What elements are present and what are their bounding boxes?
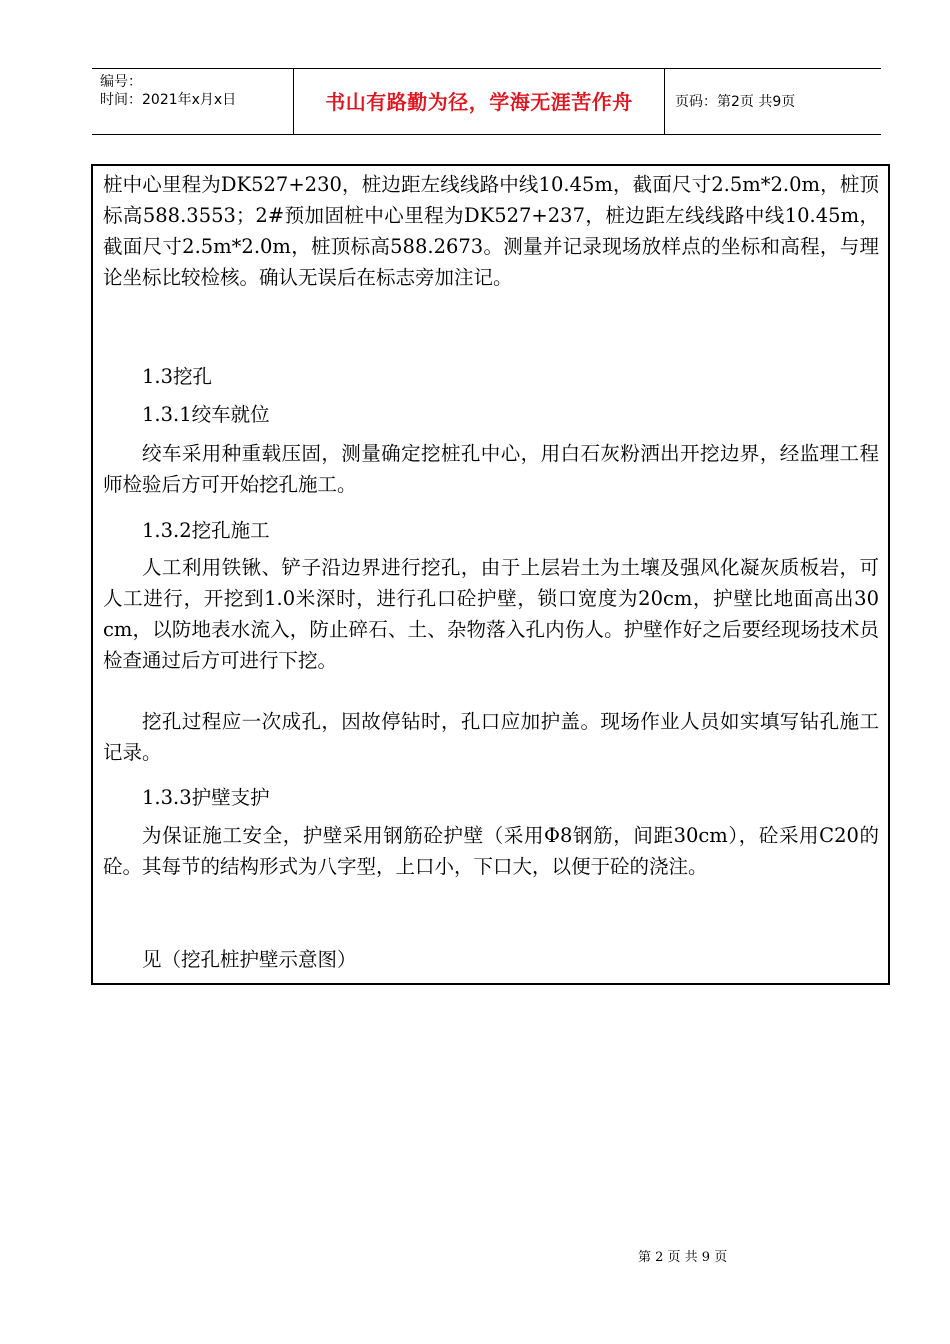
page-header xyxy=(92,68,881,135)
page-footer: 第 2 页 共 9 页 xyxy=(638,1250,728,1265)
heading-1-3-1: 1.3.1绞车就位 xyxy=(142,403,270,426)
heading-1-3-2: 1.3.2挖孔施工 xyxy=(142,519,270,542)
body-paragraph-1-3-3: 为保证施工安全，护壁采用钢筋砼护壁（采用Φ8钢筋，间距30cm），砼采用C20的砼。其每节的结构形式为八字型，上口小，下口大，以便于砼的浇注。 xyxy=(103,824,879,878)
see-figure-note: 见（挖孔桩护壁示意图） xyxy=(142,948,357,971)
heading-1-3-3: 1.3.3护壁支护 xyxy=(142,786,270,809)
body-paragraph-1-3-2a: 人工利用铁锹、铲子沿边界进行挖孔，由于上层岩土为土壤及强风化凝灰质板岩，可人工进行，开挖到1.0米深时，进行孔口砼护壁，锁口宽度为20cm，护壁比地面高出30 cm，以防地表水流入，防止碎石、土、杂物落入孔内伤人。护壁作好之后要经现场技术员检查通过后方可进行下挖。 xyxy=(103,556,879,672)
header-page-number: 页码：第2页 共9页 xyxy=(675,94,796,110)
header-time: 时间：2021年x月x日 xyxy=(100,92,237,108)
header-meta xyxy=(92,69,294,134)
header-slogan: 书山有路勤为径，学海无涯苦作舟 xyxy=(294,69,665,134)
body-paragraph-1-3-2b: 挖孔过程应一次成孔，因故停钻时，孔口应加护盖。现场作业人员如实填写钻孔施工记录。 xyxy=(103,710,879,764)
header-number: 编号： xyxy=(100,74,142,90)
content-box xyxy=(91,164,890,985)
body-paragraph-1: 桩中心里程为DK527+230，桩边距左线线路中线10.45m，截面尺寸2.5m*2.0m，桩顶标高588.3553；2#预加固桩中心里程为DK527+237，桩边距左线线路中线10.45m，截面尺寸2.5m*2.0m，桩顶标高588.2673。测量并记录现场放样点的坐标和高程，与理论坐标比较检核。确认无误后在标志旁加注记。 xyxy=(103,173,879,289)
heading-1-3: 1.3挖孔 xyxy=(142,365,213,388)
body-paragraph-1-3-1: 绞车采用种重载压固，测量确定挖桩孔中心，用白石灰粉洒出开挖边界，经监理工程师检验后方可开始挖孔施工。 xyxy=(103,442,879,496)
